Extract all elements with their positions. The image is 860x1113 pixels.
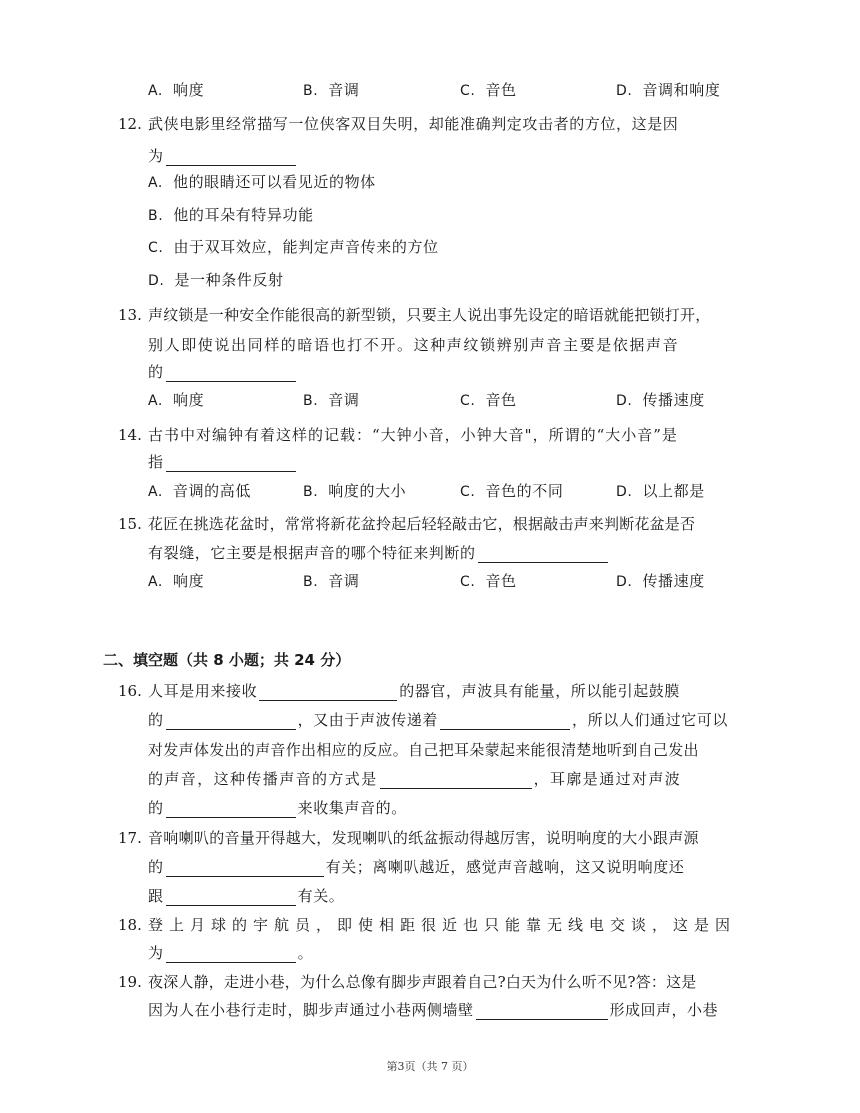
q16-text-2: 的 ，又由于声波传递着 ，所以人们通过它可以	[148, 711, 729, 729]
q16-text: 人耳是用来接收 的器官，声波具有能量，所以能引起鼓膜	[148, 682, 681, 700]
q15-text: 花匠在挑选花盆时，常常将新花盆拎起后轻轻敲击它，根据敲击声来判断花盆是否	[148, 515, 696, 533]
q18-text-2: 为 。	[148, 944, 314, 962]
q13-option-d: D. 传播速度	[616, 391, 705, 409]
answer-blank[interactable]	[166, 455, 296, 472]
q18-text: 登上月球的宇航员，即使相距很近也只能靠无线电交谈，这是因	[148, 916, 737, 934]
q14-option-a: A. 音调的高低	[148, 482, 251, 500]
answer-blank[interactable]	[166, 149, 296, 166]
q11-option-d: D. 音调和响度	[616, 81, 721, 99]
answer-blank[interactable]	[166, 889, 296, 906]
q14-option-d: D. 以上都是	[616, 482, 705, 500]
q15-option-b: B. 音调	[303, 572, 360, 590]
answer-blank[interactable]	[166, 801, 296, 818]
q16-text-5: 的 来收集声音的。	[148, 799, 407, 817]
q13-text: 声纹锁是一种安全作能很高的新型锁，只要主人说出事先设定的暗语就能把锁打开，	[148, 306, 711, 324]
q12-text-2: 为	[148, 146, 298, 166]
q13-option-a: A. 响度	[148, 391, 205, 409]
q15-text-2: 有裂缝，它主要是根据声音的哪个特征来判断的	[148, 543, 610, 563]
q14-number: 14.	[118, 426, 142, 444]
q13-option-b: B. 音调	[303, 391, 360, 409]
answer-blank[interactable]	[476, 1003, 608, 1020]
q12-number: 12.	[118, 115, 142, 133]
q19-number: 19.	[118, 973, 142, 991]
q13-option-c: C. 音色	[460, 391, 517, 409]
q17-number: 17.	[118, 829, 142, 847]
answer-blank[interactable]	[478, 546, 608, 563]
q11-option-c: C. 音色	[460, 81, 517, 99]
q17-text: 音响喇叭的音量开得越大，发现喇叭的纸盆振动得越厉害，说明响度的大小跟声源	[148, 829, 699, 847]
q15-option-a: A. 响度	[148, 572, 205, 590]
q12-option-a: A. 他的眼睛还可以看见近的物体	[148, 173, 376, 191]
answer-blank[interactable]	[380, 772, 532, 789]
section-heading: 二、填空题（共 8 小题；共 24 分）	[103, 651, 351, 669]
answer-blank[interactable]	[166, 946, 296, 963]
q12-option-b: B. 他的耳朵有特异功能	[148, 206, 314, 224]
q13-text-2: 别人即使说出同样的暗语也打不开。这种声纹锁辨别声音主要是依据声音	[148, 336, 680, 354]
q16-text-3: 对发声体发出的声音作出相应的反应。自己把耳朵蒙起来能很清楚地听到自己发出	[148, 741, 699, 759]
q14-option-c: C. 音色的不同	[460, 482, 564, 500]
answer-blank[interactable]	[166, 860, 324, 877]
answer-blank[interactable]	[259, 684, 397, 701]
q12-option-d: D. 是一种条件反射	[148, 271, 284, 289]
q18-number: 18.	[118, 916, 142, 934]
q14-text: 古书中对编钟有着这样的记载：“大钟小音，小钟大音"，所谓的“大小音”是	[148, 426, 678, 444]
q12-option-c: C. 由于双耳效应，能判定声音传来的方位	[148, 238, 439, 256]
q16-text-4: 的声音，这种传播声音的方式是 ，耳廓是通过对声波	[148, 770, 682, 788]
q14-text-2: 指	[148, 452, 298, 472]
q17-text-2: 的 有关；离喇叭越近，感觉声音越响，这又说明响度还	[148, 858, 685, 876]
answer-blank[interactable]	[166, 365, 296, 382]
q19-text: 夜深人静，走进小巷，为什么总像有脚步声跟着自己?白天为什么听不见?答：这是	[148, 973, 697, 991]
q14-option-b: B. 响度的大小	[303, 482, 407, 500]
q19-text-2: 因为人在小巷行走时，脚步声通过小巷两侧墙壁 形成回声，小巷	[148, 1001, 719, 1019]
q11-option-b: B. 音调	[303, 81, 360, 99]
q15-option-c: C. 音色	[460, 572, 517, 590]
answer-blank[interactable]	[166, 713, 296, 730]
q13-text-3: 的	[148, 362, 298, 382]
q15-option-d: D. 传播速度	[616, 572, 705, 590]
page-footer: 第3页（共 7 页）	[386, 1060, 474, 1073]
q13-number: 13.	[118, 306, 142, 324]
q17-text-3: 跟 有关。	[148, 887, 345, 905]
answer-blank[interactable]	[440, 713, 570, 730]
q16-number: 16.	[118, 682, 142, 700]
q15-number: 15.	[118, 515, 142, 533]
q11-option-a: A. 响度	[148, 81, 205, 99]
q12-text: 武侠电影里经常描写一位侠客双目失明，却能准确判定攻击者的方位，这是因	[148, 115, 679, 133]
